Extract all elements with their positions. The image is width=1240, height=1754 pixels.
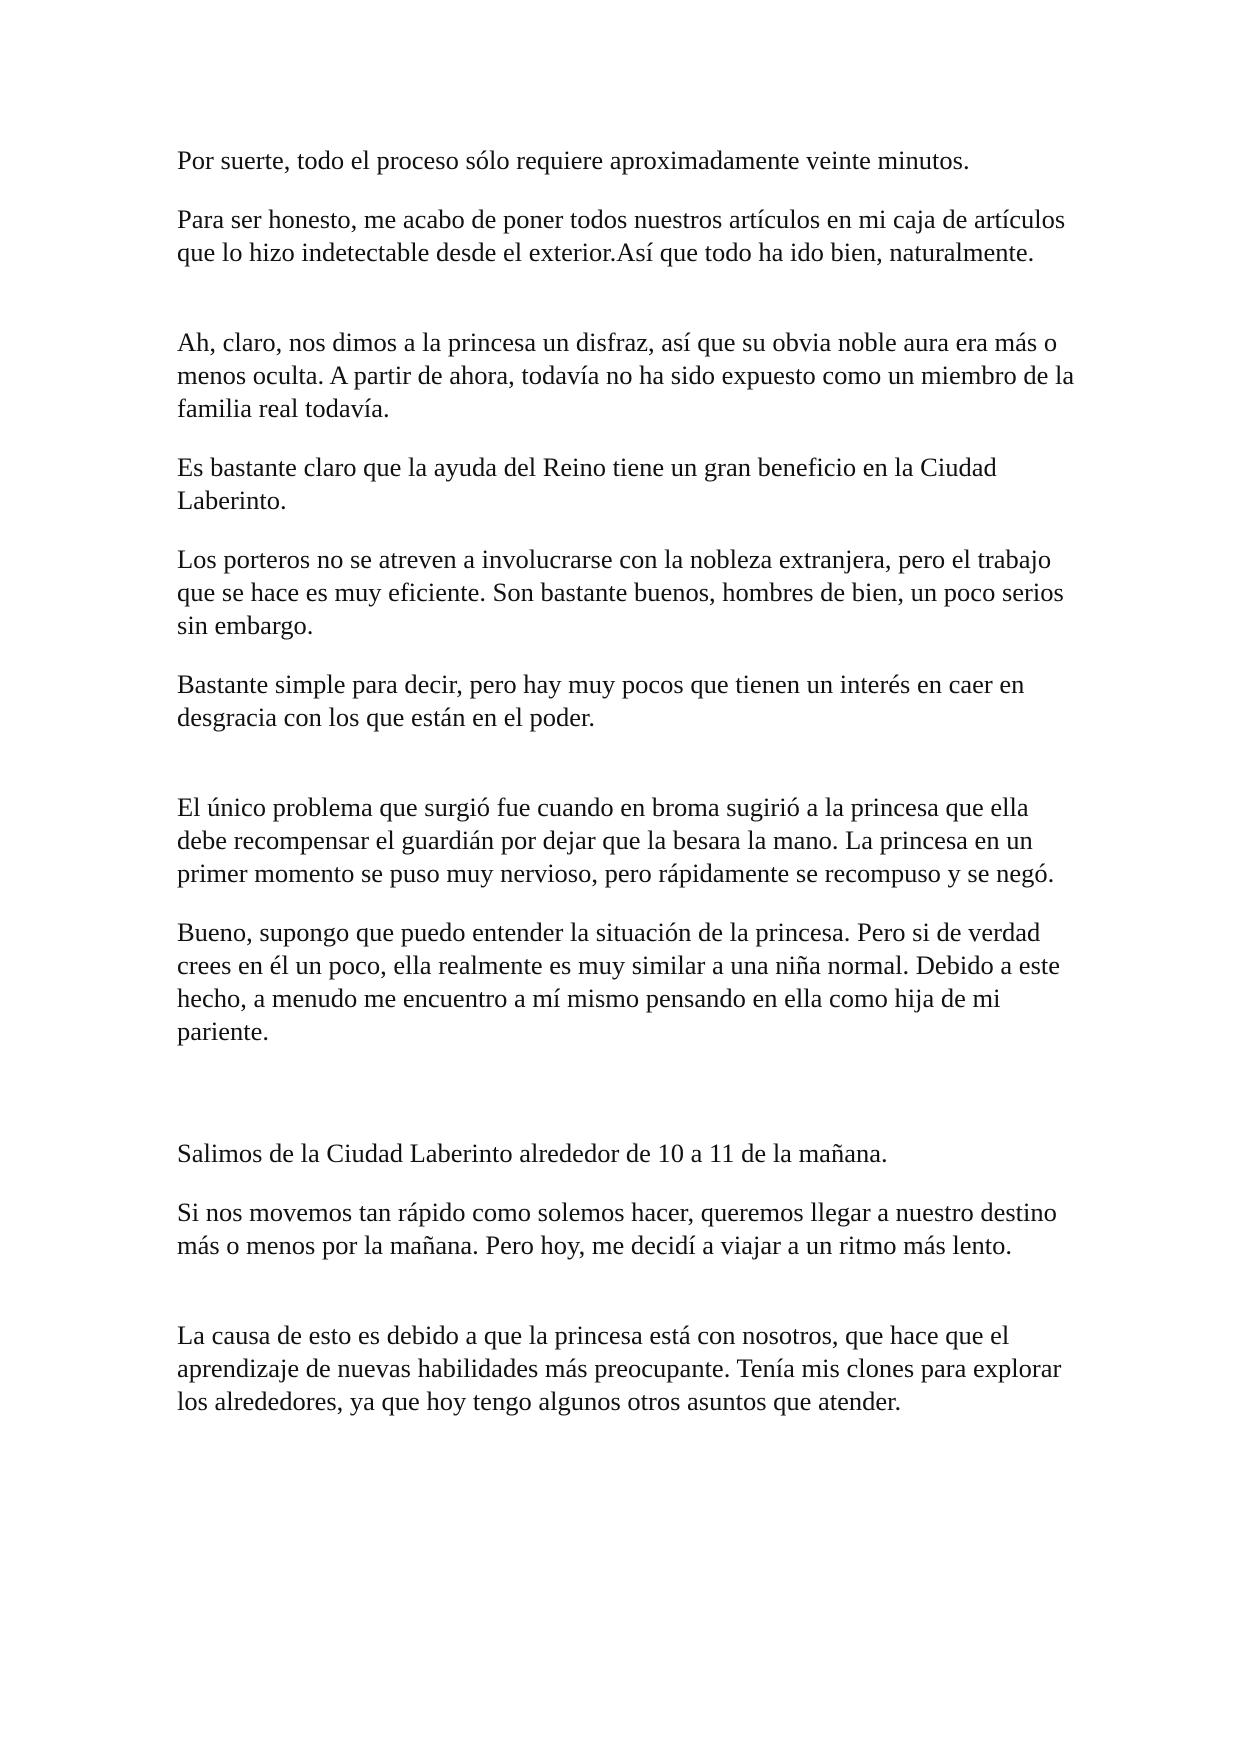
paragraph-6: Bastante simple para decir, pero hay muy pocos que tienen un interés en caer en desgracia con los que están en el poder. [177,669,1025,732]
paragraph-1: Por suerte, todo el proceso sólo requiere aproximadamente veinte minutos. [177,145,970,175]
paragraph-3: Ah, claro, nos dimos a la princesa un disfraz, así que su obvia noble aura era más o menos oculta. A partir de ahora, todavía no ha sido expuesto como un miembro de la familia real todavía. [177,327,1075,423]
paragraph-11: La causa de esto es debido a que la princesa está con nosotros, que hace que el aprendizaje de nuevas habilidades más preocupante. Tenía mis clones para explorar los alrededores, ya que hoy tengo algunos otros asuntos que atender. [177,1320,1062,1416]
paragraph-5: Los porteros no se atreven a involucrarse con la nobleza extranjera, pero el trabajo que se hace es muy eficiente. Son bastante buenos, hombres de bien, un poco serios sin embargo. [177,544,1064,640]
paragraph-4: Es bastante claro que la ayuda del Reino tiene un gran beneficio en la Ciudad Laberinto. [177,452,997,515]
paragraph-2: Para ser honesto, me acabo de poner todos nuestros artículos en mi caja de artículos que lo hizo indetectable desde el exterior.Así que todo ha ido bien, naturalmente. [177,204,1066,267]
paragraph-7: El único problema que surgió fue cuando en broma sugirió a la princesa que ella debe recompensar el guardián por dejar que la besara la mano. La princesa en un primer momento se puso muy nervioso, pero rápidamente se recompuso y se negó. [177,792,1055,888]
paragraph-10: Si nos movemos tan rápido como solemos hacer, queremos llegar a nuestro destino más o menos por la mañana. Pero hoy, me decidí a viajar a un ritmo más lento. [177,1197,1057,1260]
paragraph-9: Salimos de la Ciudad Laberinto alrededor de 10 a 11 de la mañana. [177,1138,888,1168]
text-body [177,144,1077,1418]
paragraph-8: Bueno, supongo que puedo entender la situación de la princesa. Pero si de verdad crees en él un poco, ella realmente es muy similar a una niña normal. Debido a este hecho, a menudo me encuentro a mí mismo pensando en ella como hija de mi pariente. [177,917,1061,1046]
